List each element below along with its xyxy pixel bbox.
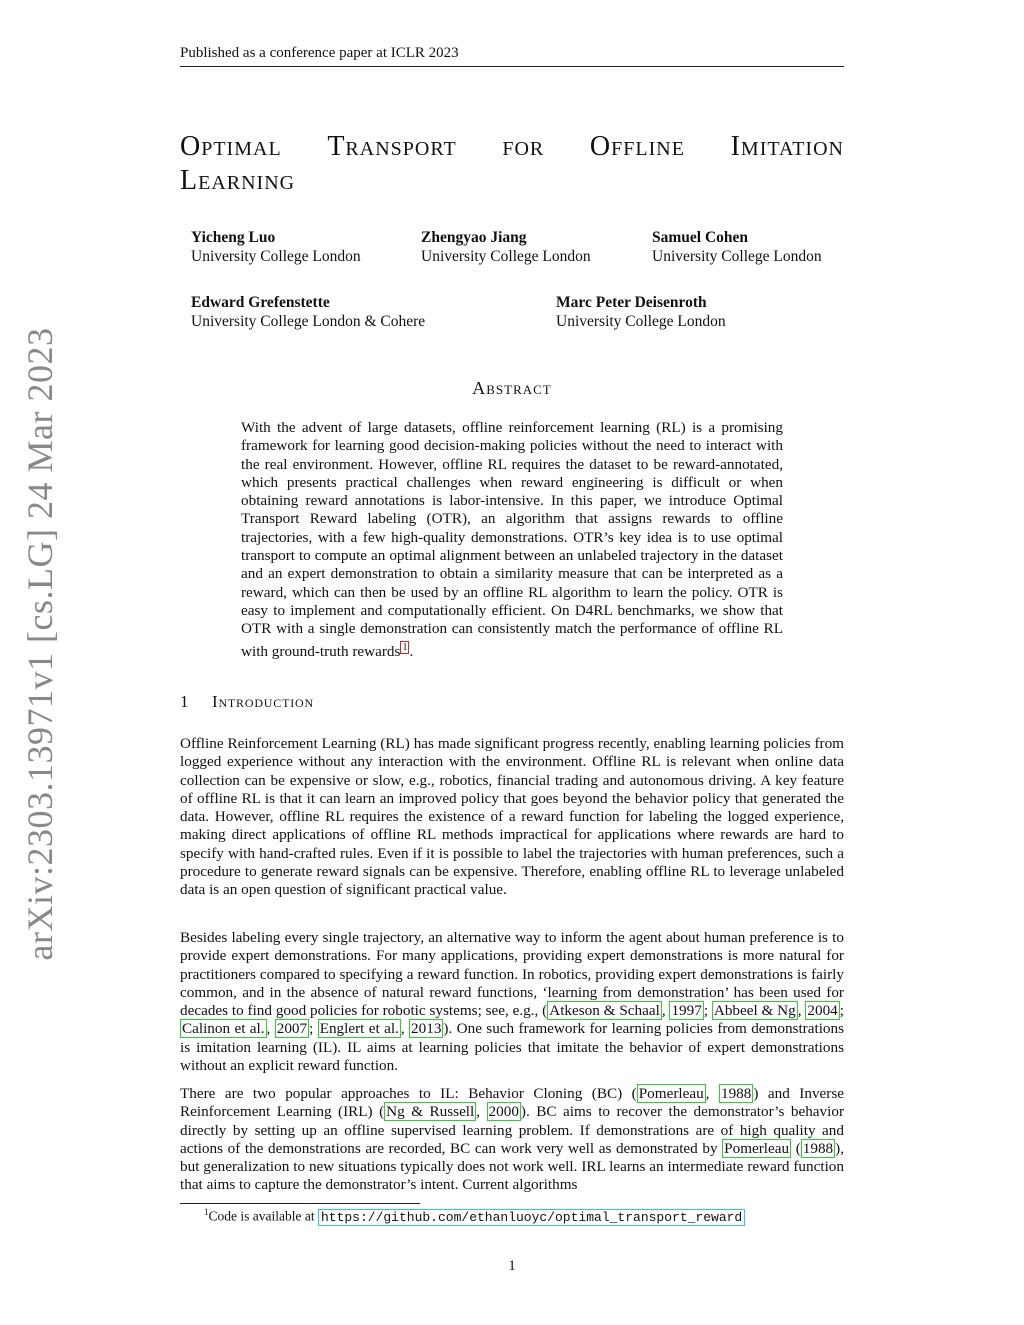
para3-text: ). BC aims to recover the demonstrator’s behavior directly by setting up an offline supervised learning problem. If demonstrations are of high quality and actions of the demonstrations are recorded, BC can work very well as demonstrated by	[180, 1103, 844, 1157]
para3-text: , but generalization to new situations typically does not work well. IRL learns an intermediate reward function that aims to capture the demonstrator’s intent. Current algorithms	[180, 1139, 844, 1194]
citation-link[interactable]: Abbeel & Ng	[713, 1002, 796, 1020]
citation-link[interactable]: Ng & Russell	[386, 1103, 475, 1121]
author-block	[421, 228, 591, 266]
section-title: Introduction	[212, 692, 314, 711]
para2-text: ). One such framework for learning policies from demonstrations is imitation learning (IL). IL aims at learning policies that imitate the behavior of expert demonstrations without an explicit reward function.	[180, 1020, 845, 1075]
title-word: Optimal	[180, 131, 282, 162]
author-name: Edward Grefenstette	[191, 294, 330, 311]
section-heading	[180, 692, 314, 712]
citation-year-link[interactable]: 2000	[488, 1103, 519, 1121]
citation-link[interactable]: Englert et al.	[319, 1020, 399, 1038]
paper-title	[180, 130, 844, 198]
title-line-2: Learning	[180, 165, 296, 196]
footnote-mark: 1	[204, 1207, 209, 1217]
paragraph-3: There are two popular approaches to IL: Behavior Cloning (BC) ( Pomerleau , 1988 ) and Inverse Reinforcement Learning (IRL) ( Ng & Russell , 2000 ). BC aims to recover the demonstrator’s behavior directly by setting up an offline supervised learning problem. If demonstrations are of high quality and actions of the demonstrations are recorded, BC can work very well as demonstrated by Pomerleau ( 1988 ), but generalization to new situations typically does not work well. IRL learns an intermediate reward function that aims to capture the demonstrator’s intent. Current algorithms	[180, 1085, 844, 1194]
footnote-divider	[180, 1203, 420, 1204]
author-affiliation: University College London	[556, 313, 726, 330]
para3-text: ) and Inverse Reinforcement Learning (IRL) (	[180, 1085, 844, 1121]
arxiv-stamp	[20, 327, 60, 961]
arxiv-id: arXiv:2303.13971v1 [cs.LG] 24 Mar 2023	[20, 327, 60, 961]
author-block	[556, 293, 726, 331]
citation-link[interactable]: Pomerleau	[724, 1139, 790, 1157]
citation-year-link[interactable]: 1988	[802, 1139, 834, 1157]
author-affiliation: University College London	[421, 248, 591, 265]
footnote	[180, 1207, 844, 1225]
author-name: Zhengyao Jiang	[421, 229, 527, 246]
abstract-body: With the advent of large datasets, offline reinforcement learning (RL) is a promising framework for learning good decision-making policies without the need to interact with the real environment. However, offline RL requires the dataset to be reward-annotated, which presents practical challenges when reward engineering is difficult or when obtaining reward annotations is labor-intensive. In this paper, we introduce Optimal Transport Reward labeling (OTR), an algorithm that assigns rewards to offline trajectories, with a few high-quality demonstrations. OTR’s key idea is to use optimal transport to compute an optimal alignment between an unlabeled trajectory in the dataset and an expert demonstration to obtain a similarity measure that can be interpreted as a reward, which can then be used by an offline RL algorithm to learn the policy. OTR is easy to implement and computationally efficient. On D4RL benchmarks, we show that OTR with a single demonstration can consistently match the performance of offline RL with ground-truth rewards	[241, 419, 783, 660]
page-number: 1	[508, 1258, 516, 1274]
paragraph-2: Besides labeling every single trajectory, an alternative way to inform the agent about human preference is to provide expert demonstrations. For many applications, providing expert demonstrations is more natural for practitioners compared to specifying a reward function. In robotics, providing expert demonstrations is fairly common, and in the absence of natural reward functions, ‘learning from demonstration’ has been used for decades to find good policies for robotic systems; see, e.g., ( Atkeson & Schaal , 1997 ; Abbeel & Ng , 2004 ; Calinon et al. , 2007 ; Englert et al. , 2013 ). One such framework for learning policies from demonstrations is imitation learning (IL). IL aims at learning policies that imitate the behavior of expert demonstrations without an explicit reward function.	[180, 929, 845, 1075]
author-name: Yicheng Luo	[191, 229, 276, 246]
author-name: Marc Peter Deisenroth	[556, 294, 707, 311]
abstract-heading: Abstract	[472, 378, 552, 398]
abstract-text	[241, 419, 783, 661]
author-affiliation: University College London	[652, 248, 822, 265]
author-affiliation: University College London & Cohere	[191, 313, 426, 330]
title-word: Offline	[589, 131, 685, 162]
citation-year-link[interactable]: 1988	[720, 1085, 752, 1102]
citation-link[interactable]: Atkeson & Schaal	[549, 1002, 660, 1020]
paragraph-1: Offline Reinforcement Learning (RL) has made significant progress recently, enabling learning policies from logged experience without any interaction with the environment. Offline RL is relevant when online data collection can be expensive or slow, e.g., robotics, financial trading and autonomous driving. A key feature of offline RL is that it can learn an improved policy that goes beyond the behavior policy that generated the data. However, offline RL requires the existence of a reward function for labeling the logged experience, making direct applications of offline RL methods impractical for applications where rewards are hard to specify with hand-crafted rules. Even if it is possible to label the trajectories with human preferences, such a procedure to generate reward signals can be expensive. Therefore, enabling offline RL to leverage unlabeled data is an open question of significant practical value.	[180, 735, 844, 899]
title-word: Imitation	[730, 131, 844, 162]
author-name: Samuel Cohen	[652, 229, 749, 246]
title-word: Transport	[327, 131, 457, 162]
abstract-end: .	[409, 642, 414, 660]
para3-text: There are two popular approaches to IL: Behavior Cloning (BC) (	[180, 1085, 637, 1102]
author-block	[191, 293, 425, 331]
footnote-text: Code is available at	[208, 1208, 318, 1224]
citation-year-link[interactable]: 1997	[671, 1002, 702, 1020]
citation-year-link[interactable]: 2007	[276, 1020, 308, 1038]
citation-year-link[interactable]: 2004	[807, 1002, 838, 1020]
author-affiliation: University College London	[191, 248, 361, 265]
citation-link[interactable]: Calinon et al.	[182, 1020, 265, 1038]
title-word: for	[502, 131, 545, 162]
footnote-ref-link[interactable]: 1	[402, 641, 408, 653]
para2-text: Besides labeling every single trajectory, an alternative way to inform the agent about human preference is to provide expert demonstrations. For many applications, providing expert demonstrations is more natural for practitioners compared to specifying a reward function. In robotics, providing expert demonstrations is fairly common, and in the absence of natural reward functions, ‘learning from demonstration’ has been used for decades to find good policies for robotic systems; see, e.g., (	[180, 929, 844, 1020]
citation-link[interactable]: Pomerleau	[638, 1085, 704, 1102]
code-url-link[interactable]: https://github.com/ethanluoyc/optimal_transport_reward	[318, 1209, 745, 1226]
author-block	[191, 228, 361, 266]
citation-year-link[interactable]: 2013	[411, 1020, 442, 1038]
author-block	[652, 228, 822, 266]
section-number: 1	[180, 692, 190, 711]
running-header: Published as a conference paper at ICLR 2023	[180, 45, 844, 67]
